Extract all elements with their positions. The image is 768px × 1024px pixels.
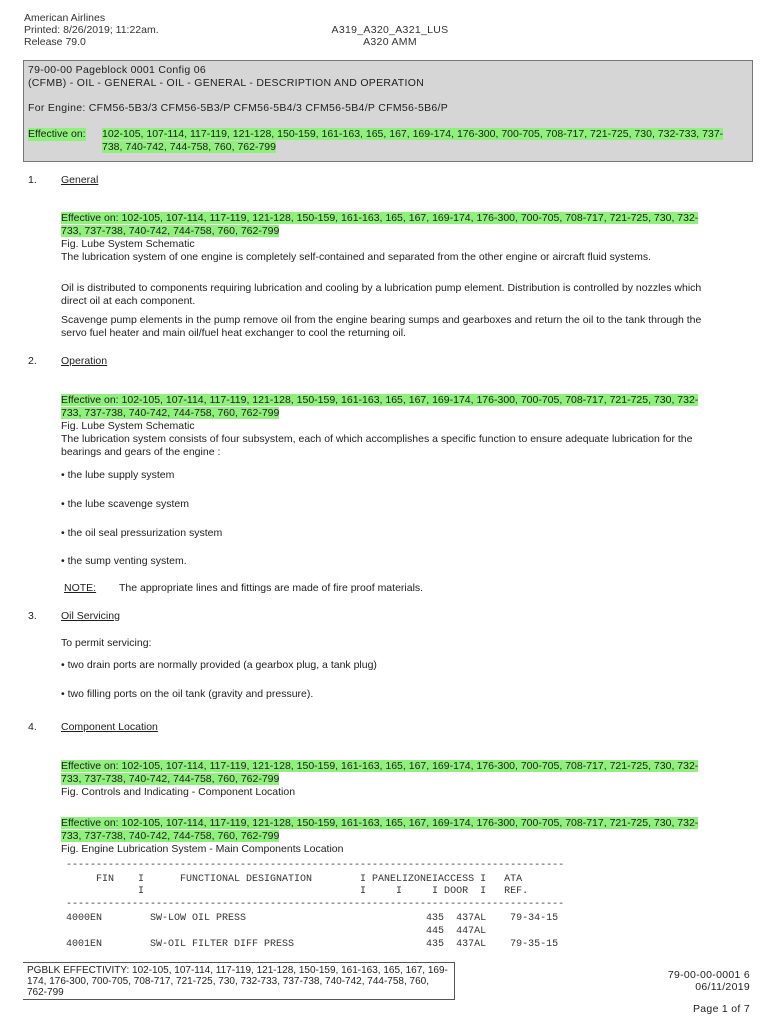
manual-header	[290, 24, 490, 48]
figure-reference: Fig. Lube System Schematic	[61, 238, 195, 250]
table-row: 4000EN SW-LOW OIL PRESS 435 437AL 79-34-15	[66, 913, 559, 924]
effective-line: Effective on: 102-105, 107-114, 117-119, 121-128, 150-159, 161-163, 165, 167, 169-174, 176-300, 700-705, 708-717, 721-725, 730, 732-733, 737-738, 740-742, 744-758, 760, 762-799	[61, 394, 699, 419]
section-1-title: General	[61, 174, 99, 186]
table-row: 4001EN SW-OIL FILTER DIFF PRESS 435 437AL 79-35-15	[66, 939, 559, 950]
section-2-number: 2.	[28, 355, 37, 367]
figure-reference: Fig. Controls and Indicating - Component Location	[61, 786, 296, 798]
paragraph: To permit servicing:	[61, 637, 152, 649]
section-4-number: 4.	[28, 721, 37, 733]
section-2-title: Operation	[61, 355, 108, 367]
paragraph: The lubrication system of one engine is completely self-contained and separated from the other engine or aircraft fluid systems.	[61, 251, 652, 263]
paragraph: Oil is distributed to components requiring lubrication and cooling by a lubrication pump element. Distribution is controlled by nozzles which direct oil at each component.	[61, 282, 702, 307]
engine-applicability: For Engine: CFM56-5B3/3 CFM56-5B3/P CFM56-5B4/3 CFM56-5B4/P CFM56-5B6/P	[28, 102, 449, 114]
list-item: • two filling ports on the oil tank (gravity and pressure).	[61, 688, 314, 700]
pageblock-subject: (CFMB) - OIL - GENERAL - OIL - GENERAL - DESCRIPTION AND OPERATION	[28, 77, 425, 89]
table-header-row: FIN I FUNCTIONAL DESIGNATION I PANELIZONEIACCESS I ATA	[66, 874, 523, 885]
figure-reference: Fig. Engine Lubrication System - Main Components Location	[61, 843, 344, 855]
note-label: NOTE:	[64, 582, 97, 594]
pageblock-title: 79-00-00 Pageblock 0001 Config 06	[28, 64, 207, 76]
doc-code: A319_A320_A321_LUS	[331, 24, 449, 36]
section-1-number: 1.	[28, 174, 37, 186]
revision-date: 06/11/2019	[695, 981, 750, 993]
print-header	[24, 12, 159, 48]
paragraph: Scavenge pump elements in the pump remove oil from the engine bearing sumps and gearboxes and return the oil to the tank through the servo fuel heater and main oil/fuel heat exchanger to cool the returning oil.	[61, 314, 702, 339]
pageblock-box	[23, 60, 753, 162]
table-row: 445 447AL	[66, 926, 487, 937]
table-rule: -----------------------------------------------------------------------------------	[66, 899, 565, 910]
section-3-title: Oil Servicing	[61, 610, 120, 622]
effective-label: Effective on:	[28, 128, 86, 140]
airline-name: American Airlines	[24, 12, 106, 24]
list-item: • the lube scavenge system	[61, 498, 189, 510]
figure-reference: Fig. Lube System Schematic	[61, 420, 195, 432]
table-header-row: I I I I DOOR I REF.	[66, 886, 529, 897]
printed-date: Printed: 8/26/2019; 11:22am.	[24, 24, 159, 36]
list-item: • the lube supply system	[61, 469, 175, 481]
list-item: • two drain ports are normally provided (a gearbox plug, a tank plug)	[61, 659, 377, 671]
effective-line: Effective on: 102-105, 107-114, 117-119, 121-128, 150-159, 161-163, 165, 167, 169-174, 176-300, 700-705, 708-717, 721-725, 730, 732-733, 737-738, 740-742, 744-758, 760, 762-799	[61, 760, 699, 785]
paragraph: The lubrication system consists of four subsystem, each of which accomplishes a specific function to ensure adequate lubrication for the bearings and gears of the engine :	[61, 433, 693, 458]
effective-line: Effective on: 102-105, 107-114, 117-119, 121-128, 150-159, 161-163, 165, 167, 169-174, 176-300, 700-705, 708-717, 721-725, 730, 732-733, 737-738, 740-742, 744-758, 760, 762-799	[61, 817, 699, 842]
page-number: Page 1 of 7	[692, 1003, 750, 1015]
list-item: • the sump venting system.	[61, 555, 187, 567]
manual-name: A320 AMM	[363, 36, 417, 48]
pgblk-effectivity: PGBLK EFFECTIVITY: 102-105, 107-114, 117-119, 121-128, 150-159, 161-163, 165, 167, 169-174, 176-300, 700-705, 708-717, 721-725, 730, 732-733, 737-738, 740-742, 744-758, 760, 762-799	[23, 962, 455, 1000]
release-number: Release 79.0	[24, 36, 86, 48]
effective-line: Effective on: 102-105, 107-114, 117-119, 121-128, 150-159, 161-163, 165, 167, 169-174, 176-300, 700-705, 708-717, 721-725, 730, 732-733, 737-738, 740-742, 744-758, 760, 762-799	[61, 212, 699, 237]
table-rule: -----------------------------------------------------------------------------------	[66, 860, 565, 871]
section-3-number: 3.	[28, 610, 37, 622]
note-text: The appropriate lines and fittings are made of fire proof materials.	[119, 582, 424, 594]
effective-text: 102-105, 107-114, 117-119, 121-128, 150-159, 161-163, 165, 167, 169-174, 176-300, 700-705, 708-717, 721-725, 730, 732-733, 737-738, 740-742, 744-758, 760, 762-799	[102, 128, 724, 153]
doc-reference: 79-00-00-0001 6	[667, 969, 750, 981]
list-item: • the oil seal pressurization system	[61, 527, 223, 539]
section-4-title: Component Location	[61, 721, 158, 733]
